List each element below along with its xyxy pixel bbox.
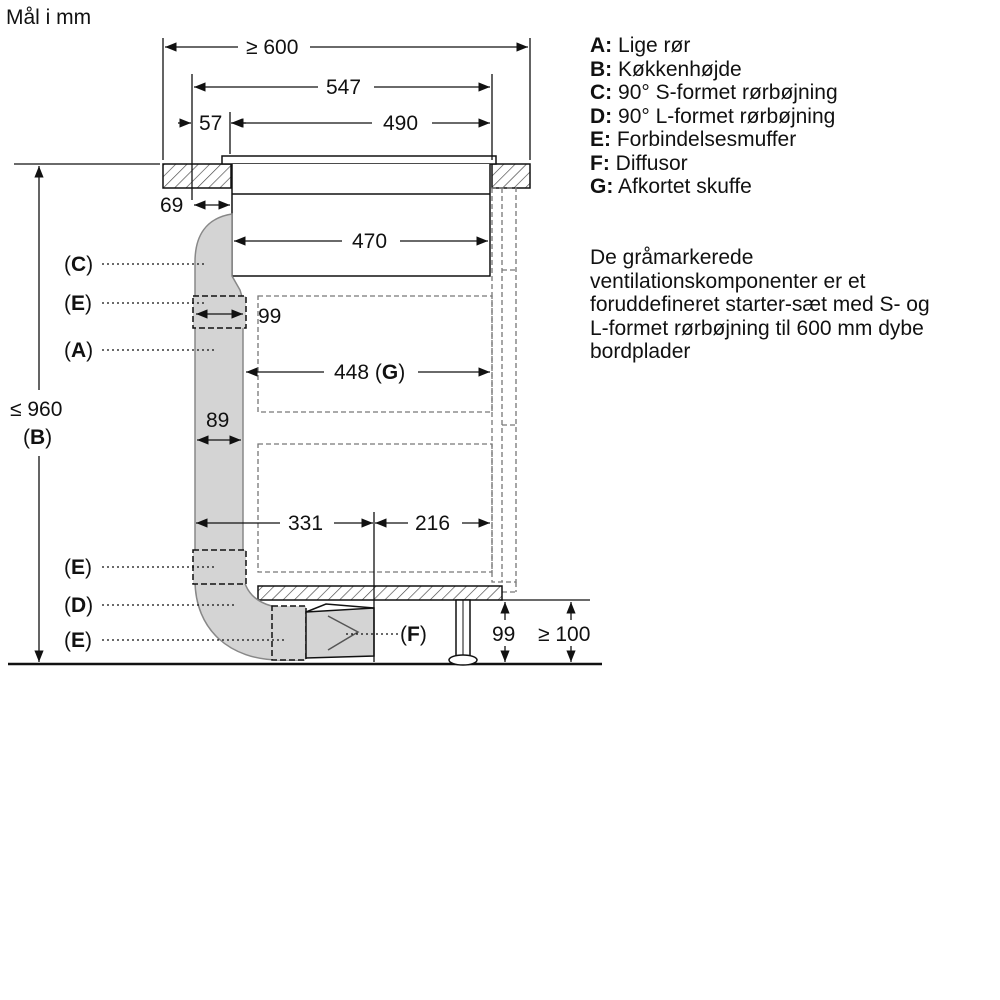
note-text: [590, 246, 990, 364]
legend-item-c: C: 90° S-formet rørbøjning: [590, 81, 838, 104]
dim-left-span: 331: [288, 512, 324, 535]
dim-hob-width: 547: [326, 76, 362, 99]
worktop-left: [163, 164, 231, 188]
callout-f: (F): [400, 623, 427, 646]
dim-plinth-height: ≥ 100: [538, 623, 591, 646]
dim-right-span: 216: [415, 512, 451, 535]
dim-total-height: ≤ 960: [10, 398, 63, 421]
note-line: ventilationskomponenter er et: [590, 269, 866, 293]
callout-c: (C): [64, 253, 94, 276]
legend-item-d: D: 90° L-formet rørbøjning: [590, 104, 836, 128]
unit-label: Mål i mm: [6, 6, 92, 29]
legend-item-f: F: Diffusor: [590, 151, 688, 175]
dim-total-height-callout: (B): [23, 426, 53, 449]
dim-unit-width: 470: [352, 230, 388, 253]
dim-pipe-width: 89: [206, 409, 230, 432]
dim-overall-width: ≥ 600: [246, 36, 299, 59]
dim-drawer-width: 448 (G): [334, 361, 406, 384]
callout-e-middle: (E): [64, 556, 93, 579]
hob-body: [232, 164, 490, 276]
note-line: L-formet rørbøjning til 600 mm dybe: [590, 316, 924, 340]
callout-e-top: (E): [64, 292, 93, 315]
diffuser: [306, 604, 374, 658]
cabinet-leg: [449, 600, 477, 665]
callout-d: (D): [64, 594, 94, 617]
hob-top: [222, 156, 496, 164]
legend: [590, 34, 838, 199]
note-line: bordplader: [590, 340, 691, 363]
dim-pipe-offset: 69: [160, 194, 184, 217]
plinth-shelf: [258, 586, 502, 600]
legend-item-e: E: Forbindelsesmuffer: [590, 128, 797, 151]
dim-cutout: 490: [383, 112, 419, 135]
note-line: De gråmarkerede: [590, 246, 754, 269]
dim-connector-height: 99: [258, 305, 282, 328]
callout-a: (A): [64, 339, 94, 362]
dim-plinth-gap: 99: [492, 623, 516, 646]
note-line: foruddefineret starter-sæt med S- og: [590, 293, 930, 316]
worktop-right: [492, 164, 530, 188]
legend-item-a: A: Lige rør: [590, 34, 691, 57]
callout-e-bottom: (E): [64, 629, 93, 652]
legend-item-g: G: Afkortet skuffe: [590, 175, 752, 198]
dim-offset: 57: [199, 112, 223, 135]
legend-item-b: B: Køkkenhøjde: [590, 57, 742, 81]
